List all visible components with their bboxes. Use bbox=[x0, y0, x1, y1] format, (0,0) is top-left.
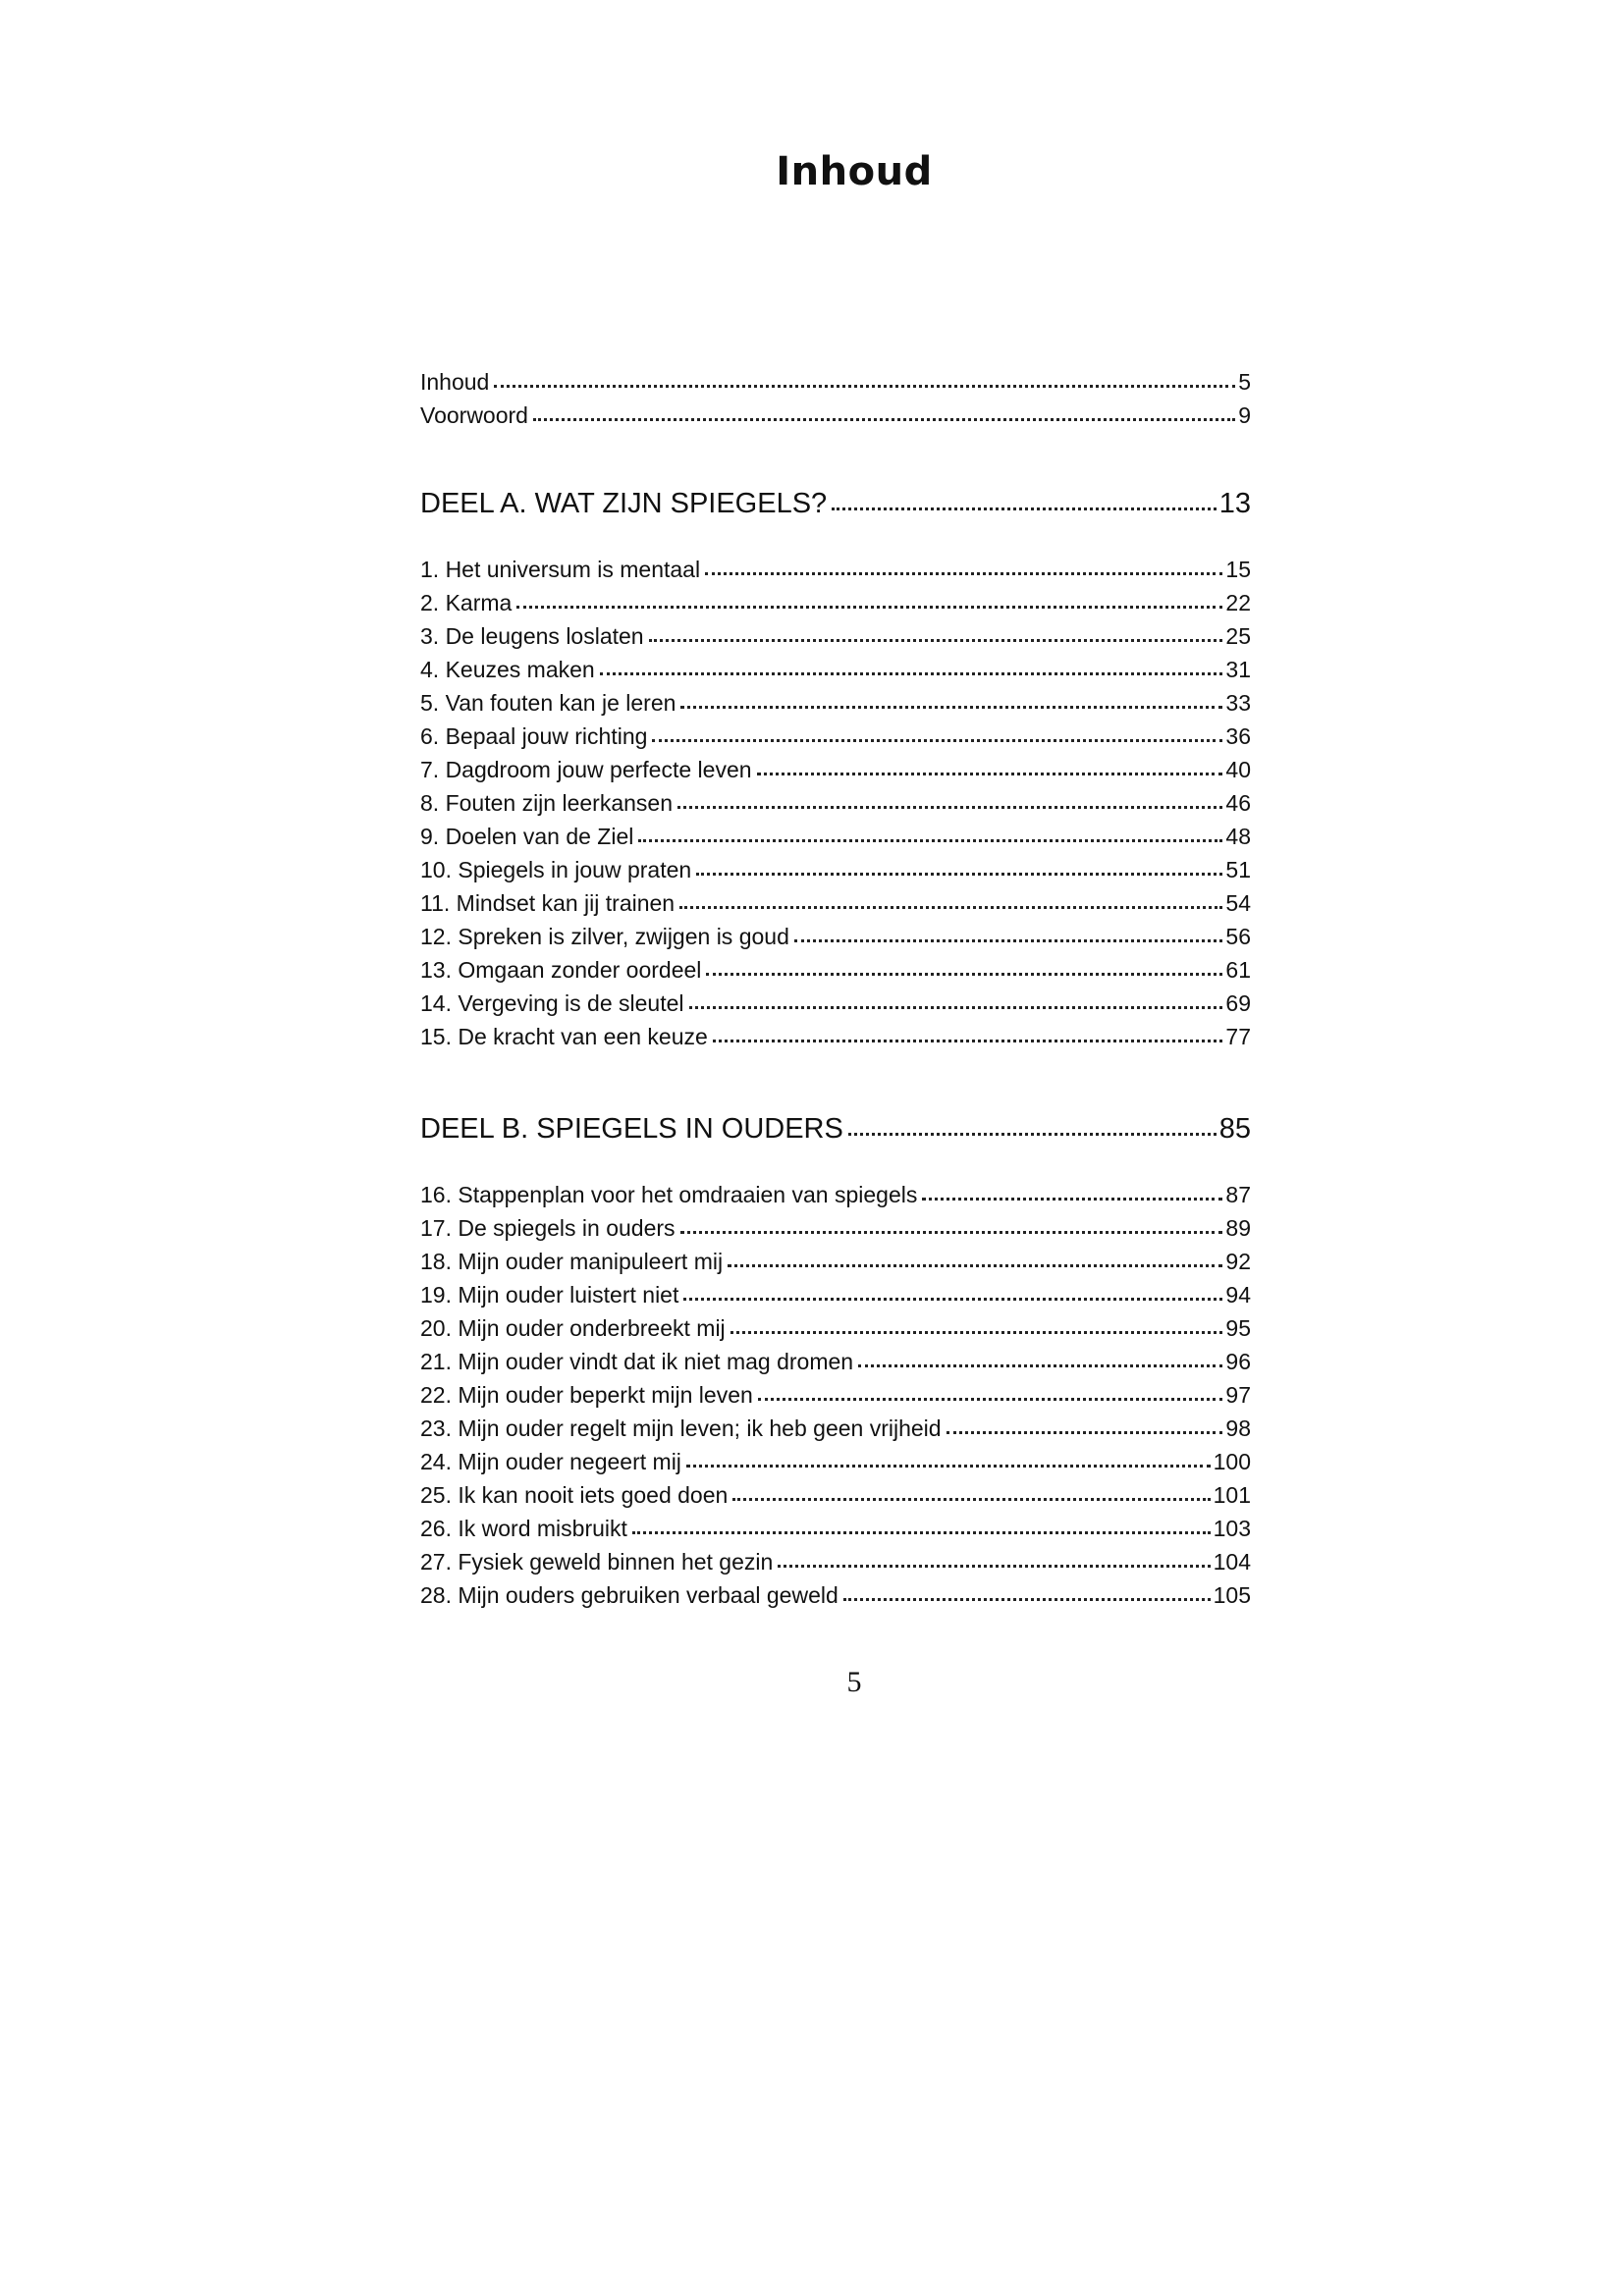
dot-leader bbox=[732, 1481, 1210, 1503]
toc-entry-label: 3. De leugens loslaten bbox=[420, 623, 644, 649]
toc-entry-page: 36 bbox=[1225, 723, 1251, 749]
toc-entry-label: 16. Stappenplan voor het omdraaien van spiegels bbox=[420, 1182, 918, 1207]
toc-entry[interactable] bbox=[420, 1347, 1251, 1376]
toc-entry[interactable] bbox=[420, 588, 1251, 617]
dot-leader bbox=[652, 722, 1222, 744]
toc-entry-page: 25 bbox=[1225, 623, 1251, 649]
toc-entry-label: 11. Mindset kan jij trainen bbox=[420, 890, 676, 916]
toc-entry-label: 22. Mijn ouder beperkt mijn leven bbox=[420, 1382, 753, 1408]
toc-entry-label: 1. Het universum is mentaal bbox=[420, 557, 701, 582]
toc-entry[interactable] bbox=[420, 922, 1251, 951]
toc-entry-page: 56 bbox=[1225, 924, 1251, 949]
toc-entry-label: 26. Ik word misbruikt bbox=[420, 1516, 627, 1541]
toc-entry-page: 54 bbox=[1225, 890, 1251, 916]
toc-entry-label: 23. Mijn ouder regelt mijn leven; ik heb geen vrijheid bbox=[420, 1415, 942, 1441]
toc-entry[interactable] bbox=[420, 1280, 1251, 1309]
toc-entry-page: 22 bbox=[1225, 590, 1251, 615]
toc-entry-page: 31 bbox=[1225, 657, 1251, 682]
toc-entry-label: 19. Mijn ouder luistert niet bbox=[420, 1282, 679, 1308]
toc-entry[interactable] bbox=[420, 1480, 1251, 1510]
dot-leader bbox=[832, 487, 1217, 512]
toc-entry[interactable] bbox=[420, 1414, 1251, 1443]
toc-part-page: 85 bbox=[1218, 1113, 1251, 1145]
dot-leader bbox=[858, 1348, 1222, 1369]
toc-entry-page: 33 bbox=[1225, 690, 1251, 716]
toc-entry[interactable] bbox=[420, 1247, 1251, 1276]
toc-part-heading-b[interactable] bbox=[420, 1110, 1251, 1148]
toc-entry[interactable] bbox=[420, 1547, 1251, 1576]
toc-entry[interactable] bbox=[420, 688, 1251, 718]
toc-entry[interactable] bbox=[420, 721, 1251, 751]
toc-entry-page: 15 bbox=[1225, 557, 1251, 582]
toc-entry[interactable] bbox=[420, 367, 1251, 397]
toc-part-heading-a[interactable] bbox=[420, 485, 1251, 522]
toc-entry-label: 5. Van fouten kan je leren bbox=[420, 690, 676, 716]
toc-entry-page: 46 bbox=[1225, 790, 1251, 816]
toc-entry-page: 95 bbox=[1225, 1315, 1251, 1341]
toc-entry-label: 15. De kracht van een keuze bbox=[420, 1024, 708, 1049]
toc-entry-page: 61 bbox=[1225, 957, 1251, 983]
dot-leader bbox=[843, 1581, 1211, 1603]
toc-entry-page: 77 bbox=[1225, 1024, 1251, 1049]
dot-leader bbox=[778, 1548, 1210, 1570]
toc-entry-label: 12. Spreken is zilver, zwijgen is goud bbox=[420, 924, 789, 949]
toc-entry[interactable] bbox=[420, 822, 1251, 851]
toc-entry[interactable] bbox=[420, 1580, 1251, 1610]
toc-entry[interactable] bbox=[420, 400, 1251, 430]
toc-entry[interactable] bbox=[420, 655, 1251, 684]
dot-leader bbox=[794, 923, 1223, 944]
toc-entry-label: 9. Doelen van de Ziel bbox=[420, 824, 634, 849]
toc-entry-label: Inhoud bbox=[420, 369, 490, 395]
toc-entry-page: 101 bbox=[1213, 1482, 1251, 1508]
toc-part-page: 13 bbox=[1218, 488, 1251, 519]
toc-entry[interactable] bbox=[420, 755, 1251, 784]
toc-entry-page: 69 bbox=[1225, 990, 1251, 1016]
toc-entry[interactable] bbox=[420, 988, 1251, 1018]
dot-leader bbox=[713, 1023, 1223, 1044]
toc-entry-label: 2. Karma bbox=[420, 590, 513, 615]
toc-entry-label: 25. Ik kan nooit iets goed doen bbox=[420, 1482, 729, 1508]
dot-leader bbox=[728, 1248, 1222, 1269]
toc-entry[interactable] bbox=[420, 1180, 1251, 1209]
toc-entry-label: Voorwoord bbox=[420, 402, 528, 428]
dot-leader bbox=[677, 789, 1222, 811]
dot-leader bbox=[680, 689, 1222, 711]
toc-entry-label: 14. Vergeving is de sleutel bbox=[420, 990, 684, 1016]
dot-leader bbox=[689, 989, 1223, 1011]
toc-entry-page: 98 bbox=[1225, 1415, 1251, 1441]
toc-entry[interactable] bbox=[420, 788, 1251, 818]
toc-entry-page: 97 bbox=[1225, 1382, 1251, 1408]
page-title: Inhoud bbox=[776, 149, 933, 194]
dot-leader bbox=[680, 1214, 1223, 1236]
dot-leader bbox=[516, 589, 1222, 611]
page-number: 5 bbox=[846, 1666, 862, 1698]
toc-entry[interactable] bbox=[420, 1380, 1251, 1410]
toc-entry[interactable] bbox=[420, 1514, 1251, 1543]
toc-entry-page: 100 bbox=[1213, 1449, 1251, 1474]
toc-entry[interactable] bbox=[420, 1447, 1251, 1476]
toc-entry-page: 92 bbox=[1225, 1249, 1251, 1274]
toc-entry-label: 28. Mijn ouders gebruiken verbaal geweld bbox=[420, 1582, 839, 1608]
dot-leader bbox=[757, 756, 1223, 777]
dot-leader bbox=[922, 1181, 1222, 1202]
dot-leader bbox=[679, 889, 1222, 911]
toc-entry-page: 96 bbox=[1225, 1349, 1251, 1374]
dot-leader bbox=[638, 823, 1222, 844]
toc-entry-page: 87 bbox=[1225, 1182, 1251, 1207]
toc-part-label: DEEL A. WAT ZIJN SPIEGELS? bbox=[420, 488, 828, 519]
dot-leader bbox=[705, 556, 1222, 577]
toc-entry-page: 5 bbox=[1238, 369, 1251, 395]
toc-entry-page: 9 bbox=[1238, 402, 1251, 428]
toc-entry-page: 94 bbox=[1225, 1282, 1251, 1308]
toc-entry-page: 40 bbox=[1225, 757, 1251, 782]
toc-entry[interactable] bbox=[420, 555, 1251, 584]
toc-entry-page: 89 bbox=[1225, 1215, 1251, 1241]
toc-entry-label: 17. De spiegels in ouders bbox=[420, 1215, 676, 1241]
toc-entry[interactable] bbox=[420, 1213, 1251, 1243]
dot-leader bbox=[730, 1314, 1223, 1336]
toc-entry-label: 21. Mijn ouder vindt dat ik niet mag dromen bbox=[420, 1349, 854, 1374]
toc-part-label: DEEL B. SPIEGELS IN OUDERS bbox=[420, 1113, 843, 1145]
toc-entry-label: 6. Bepaal jouw richting bbox=[420, 723, 648, 749]
toc-entry-label: 4. Keuzes maken bbox=[420, 657, 595, 682]
dot-leader bbox=[533, 401, 1235, 423]
toc-entry-label: 13. Omgaan zonder oordeel bbox=[420, 957, 702, 983]
toc-entry-label: 27. Fysiek geweld binnen het gezin bbox=[420, 1549, 774, 1575]
toc-entry[interactable] bbox=[420, 1022, 1251, 1051]
dot-leader bbox=[696, 856, 1222, 878]
toc-entry[interactable] bbox=[420, 888, 1251, 918]
toc-entry[interactable] bbox=[420, 855, 1251, 884]
dot-leader bbox=[686, 1448, 1211, 1469]
dot-leader bbox=[649, 622, 1223, 644]
dot-leader bbox=[600, 656, 1223, 677]
dot-leader bbox=[758, 1381, 1223, 1403]
toc-entry-label: 18. Mijn ouder manipuleert mij bbox=[420, 1249, 724, 1274]
toc-entry[interactable] bbox=[420, 955, 1251, 985]
toc-entry-page: 104 bbox=[1213, 1549, 1251, 1575]
toc-entry-label: 8. Fouten zijn leerkansen bbox=[420, 790, 673, 816]
dot-leader bbox=[848, 1112, 1217, 1138]
toc-entry-page: 51 bbox=[1225, 857, 1251, 882]
toc-entry-page: 103 bbox=[1213, 1516, 1251, 1541]
toc-entry[interactable] bbox=[420, 1313, 1251, 1343]
dot-leader bbox=[706, 956, 1222, 978]
toc-entry-label: 20. Mijn ouder onderbreekt mij bbox=[420, 1315, 726, 1341]
dot-leader bbox=[632, 1515, 1211, 1536]
toc-entry-label: 24. Mijn ouder negeert mij bbox=[420, 1449, 681, 1474]
toc-entry-page: 48 bbox=[1225, 824, 1251, 849]
dot-leader bbox=[683, 1281, 1222, 1303]
toc-entry-label: 7. Dagdroom jouw perfecte leven bbox=[420, 757, 752, 782]
toc-entry-page: 105 bbox=[1213, 1582, 1251, 1608]
dot-leader bbox=[947, 1415, 1223, 1436]
dot-leader bbox=[494, 368, 1235, 390]
toc-entry[interactable] bbox=[420, 621, 1251, 651]
toc-entry-label: 10. Spiegels in jouw praten bbox=[420, 857, 692, 882]
